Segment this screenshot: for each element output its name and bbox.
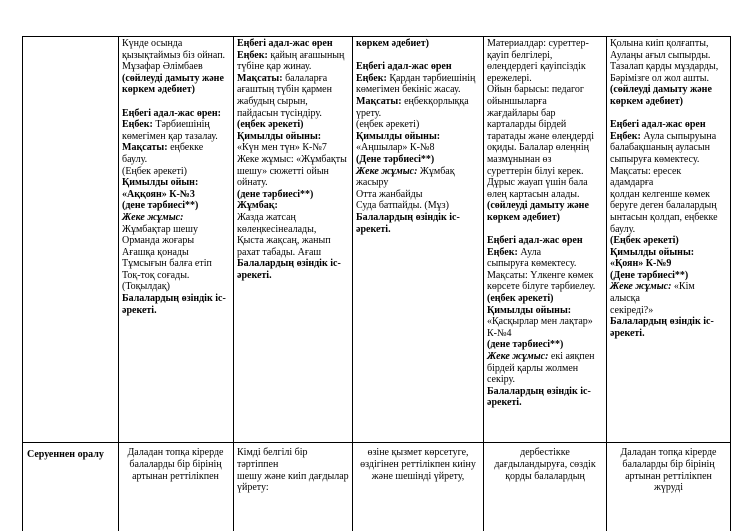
- text-line: [237, 73, 349, 85]
- walk-activity-cell-2: [234, 38, 352, 440]
- text-line: артынан реттілікпен жүруді: [625, 470, 712, 494]
- blank-line: [487, 224, 603, 236]
- text-line: Қимылды ойыны:: [610, 246, 695, 258]
- walk-activity-cell-3: [353, 38, 483, 440]
- text-line: Жұмбақтар шешу: [122, 223, 198, 235]
- text-line: [122, 119, 229, 131]
- text-line: баулу.: [122, 153, 148, 165]
- text-line: баулу.: [610, 223, 636, 235]
- text-line: Қимылды ойыны:: [487, 304, 572, 316]
- text-line: түбіне қар жинау.: [237, 61, 312, 73]
- text-line: балаларды бір бірінің: [129, 458, 222, 470]
- label-prefix: Еңбек:: [122, 119, 153, 131]
- text-line: Бәрімізге ол жол ашты.: [610, 72, 710, 84]
- text-line: көлеңкесінеалады,: [237, 223, 317, 235]
- text-line: Жазда жатсаң: [237, 211, 296, 223]
- text-line: әрекеті.: [610, 327, 645, 339]
- text-line: Тоқ-тоқ соғады.: [122, 269, 190, 281]
- text-line: карталарды бірдей: [487, 119, 567, 131]
- text-line: пайдасын түсіндіру.: [237, 107, 322, 119]
- text-line: Күнде осында: [122, 38, 183, 49]
- text-line: суреттерін білуі керек.: [487, 165, 584, 177]
- text-line: Отта жанбайды: [356, 188, 423, 200]
- label-text: балаларға: [282, 72, 328, 84]
- text-line: әрекеті.: [122, 304, 157, 316]
- text-line: [237, 50, 349, 62]
- text-line: қорды балалардың: [505, 470, 585, 482]
- text-line: көрсете білуге тәрбиелеу.: [487, 281, 596, 293]
- text-line: қызықтаймыз біз ойнап.: [122, 49, 226, 61]
- text-line: дербестікке: [520, 447, 570, 458]
- text-line: (сөйлеуді дамыту және: [610, 84, 712, 96]
- text-line: Жұмбақ:: [237, 200, 278, 212]
- text-line: Тазалап қарды мұздарды,: [610, 61, 719, 73]
- text-line: рахат табады. Ағаш: [237, 246, 322, 258]
- text-line: әрекеті.: [487, 397, 522, 409]
- label-text: Қардан тәрбиешінің: [386, 72, 476, 84]
- label-prefix: Еңбек:: [610, 130, 641, 142]
- row-divider: [23, 442, 731, 443]
- text-line: (еңбек әрекеті): [356, 119, 420, 131]
- label-prefix: Еңбек:: [356, 72, 387, 84]
- return-cell-1: [119, 447, 232, 531]
- text-line: мазмұнынан өз: [487, 153, 552, 165]
- text-line: өзіне қызмет көрсетуге,: [367, 447, 469, 458]
- label-text: Аула сыпыруына: [640, 130, 717, 142]
- text-line: көркем әдебиет): [487, 211, 560, 223]
- text-line: Аулаңы ағыл сыпырды.: [610, 49, 711, 61]
- text-line: Еңбегі адал-жас өрен: [610, 119, 706, 131]
- text-line: К-№4: [487, 327, 512, 339]
- schedule-table: [22, 36, 731, 531]
- text-line: Жеке жұмыс: «Жұмбақты: [237, 153, 347, 165]
- row-label-return-from-walk: Серуеннен оралу: [27, 449, 104, 460]
- return-cell-4: [484, 447, 606, 531]
- text-line: (Еңбек әрекеті): [610, 235, 679, 247]
- label-text: екі аяқпен: [548, 351, 595, 363]
- text-line: ережелері.: [487, 72, 532, 84]
- label-text: еңбекке: [167, 142, 204, 154]
- label-text: қайың ағашының: [267, 49, 345, 61]
- text-line: Балалардың өзіндік іс-: [237, 258, 341, 270]
- text-line: бірдей қарлы жолмен: [487, 362, 579, 374]
- text-line: шешу» сюжетті ойын: [237, 165, 329, 177]
- text-line: [356, 73, 480, 85]
- text-line: Дұрыс жауап үшін бала: [487, 177, 588, 189]
- text-line: өлеңдердегі қауіпсіздік: [487, 61, 586, 73]
- text-line: ағаштың түбін қармен: [237, 84, 332, 96]
- text-line: ойнату.: [237, 177, 268, 189]
- text-line: Қыста жақсаң, жанып: [237, 235, 331, 247]
- text-line: [487, 247, 603, 259]
- text-line: (Еңбек әрекеті): [122, 165, 187, 177]
- label-text: еңбекқорлыққа: [401, 95, 469, 107]
- blank-line: [610, 108, 727, 120]
- text-line: [356, 96, 480, 108]
- text-line: артынан реттілікпен: [132, 470, 219, 482]
- text-line: Мұзафар Әлімбаев: [122, 61, 203, 73]
- text-line: [356, 166, 480, 178]
- text-line: Еңбегі адал-жас өрен: [487, 235, 583, 247]
- text-line: Еңбегі адал-жас өрен: [356, 61, 452, 73]
- text-line: Балалардың өзіндік іс-: [487, 385, 591, 397]
- text-line: әрекеті.: [356, 223, 391, 235]
- text-line: [122, 142, 229, 154]
- text-line: [610, 131, 727, 143]
- label-text: Тәрбиешінің: [152, 119, 210, 131]
- column-divider: [730, 37, 731, 531]
- text-line: өздігінен реттілікпен киіну: [360, 458, 476, 470]
- text-line: дағдыландыруға, сөздік: [494, 458, 596, 470]
- text-line: көркем әдебиет): [356, 38, 429, 49]
- label-prefix: Жеке жұмыс:: [610, 281, 672, 293]
- text-line: Еңбегі адал-жас өрен: [237, 38, 333, 49]
- label-text: Жұмбақ: [417, 165, 455, 177]
- text-line: Жеке жұмыс:: [122, 211, 184, 223]
- text-line: Даладан топқа кірерде: [127, 447, 224, 458]
- label-prefix: Мақсаты:: [122, 142, 168, 154]
- blank-line: [356, 50, 480, 62]
- text-line: көркем әдебиет): [122, 84, 195, 96]
- text-line: Ағашқа қонады: [122, 246, 189, 258]
- text-line: таратады және өлеңдерді: [487, 130, 595, 142]
- text-line: Тұмсығын балға етіп: [122, 258, 212, 270]
- text-line: ойыншыларға: [487, 95, 547, 107]
- text-line: балаларды бір бірінің: [622, 458, 715, 470]
- text-line: секіру.: [487, 374, 516, 386]
- text-line: балабақшаның ауласын: [610, 142, 710, 154]
- text-line: Мақсаты: ересек адамдарға: [610, 165, 682, 189]
- text-line: «Қасқырлар мен лақтар»: [487, 316, 593, 328]
- text-line: Балалардың өзіндік іс-: [122, 293, 226, 305]
- text-line: Материалдар: суреттер-: [487, 38, 589, 49]
- text-line: жасыру: [356, 177, 389, 189]
- text-line: сыпыруға көмектесу.: [487, 258, 577, 270]
- text-line: «Аңшылар» К-№8: [356, 142, 435, 154]
- text-line: Балалардың өзіндік іс-: [610, 316, 714, 328]
- text-line: өлең картасын алады.: [487, 188, 580, 200]
- text-line: көмегімен қар тазалау.: [122, 130, 218, 142]
- walk-activity-cell-5: [607, 38, 730, 440]
- text-line: Даладан топқа кірерде: [620, 447, 717, 458]
- text-line: жағдайлары бар: [487, 107, 556, 119]
- label-prefix: Мақсаты:: [237, 72, 283, 84]
- text-line: (еңбек әрекеті): [487, 293, 554, 305]
- text-line: Еңбегі адал-жас өрен:: [122, 107, 221, 119]
- text-line: ынтасын қолдап, еңбекке: [610, 211, 718, 223]
- text-line: сыпыруға көмектесу.: [610, 153, 700, 165]
- text-line: (сөйлеуді дамыту және: [487, 200, 589, 212]
- text-line: шешу және киіп дағдылар: [237, 470, 349, 482]
- text-line: қолдан келгенше көмек: [610, 188, 711, 200]
- text-line: Орманда жоғары: [122, 235, 195, 247]
- text-line: «Күн мен түн» К-№7: [237, 142, 327, 154]
- text-line: «Аққоян» К-№3: [122, 188, 195, 200]
- text-line: (дене тәрбиесі**): [487, 339, 564, 351]
- text-line: Қимылды ойыны:: [237, 130, 322, 142]
- return-cell-3: [353, 447, 483, 531]
- text-line: Қолына киіп қолғапты,: [610, 38, 709, 49]
- text-line: Ойын барысы: педагог: [487, 84, 584, 96]
- label-prefix: Мақсаты:: [356, 95, 402, 107]
- text-line: секіреді?»: [610, 304, 654, 316]
- text-line: беруге деген балалардың: [610, 200, 717, 212]
- text-line: Суда батпайды. (Мұз): [356, 200, 449, 212]
- text-line: жабудың сырын,: [237, 95, 308, 107]
- text-line: Қимылды ойын:: [122, 177, 199, 189]
- text-line: (еңбек әрекеті): [237, 119, 304, 131]
- return-cell-2: [234, 447, 352, 531]
- text-line: және шешінді үйрету,: [371, 470, 465, 482]
- text-line: (Дене тәрбиесі**): [610, 269, 689, 281]
- label-prefix: Еңбек:: [487, 246, 518, 258]
- text-line: (Дене тәрбиесі**): [356, 153, 435, 165]
- text-line: қауіп белгілері,: [487, 49, 553, 61]
- walk-activity-cell-1: [119, 38, 232, 440]
- return-cell-5: [607, 447, 730, 531]
- text-line: [487, 351, 603, 363]
- text-line: (дене тәрбиесі**): [122, 200, 199, 212]
- text-line: әрекеті.: [237, 269, 272, 281]
- text-line: Кімді белгілі бір тәртіппен: [237, 447, 308, 470]
- text-line: Қимылды ойыны:: [356, 130, 441, 142]
- text-line: үрету.: [356, 107, 382, 119]
- text-line: Мақсаты: Үлкенге көмек: [487, 269, 594, 281]
- text-line: [610, 281, 727, 304]
- label-text: Аула: [517, 246, 542, 258]
- text-line: оқиды. Балалар өлеңнің: [487, 142, 589, 154]
- text-line: көркем әдебиет): [610, 95, 683, 107]
- label-text: «Кім алысқа: [610, 281, 695, 305]
- text-line: көмегімен бекініс жасау.: [356, 84, 461, 96]
- label-prefix: Еңбек:: [237, 49, 268, 61]
- text-line: үйрету:: [237, 482, 269, 494]
- walk-activity-cell-4: [484, 38, 606, 440]
- text-line: (Тоқылдақ): [122, 281, 170, 293]
- text-line: «Қоян» К-№9: [610, 258, 672, 270]
- label-prefix: Жеке жұмыс:: [487, 351, 549, 363]
- blank-line: [122, 96, 229, 108]
- text-line: Балалардың өзіндік іс-: [356, 211, 460, 223]
- text-line: (сөйлеуді дамыту және: [122, 72, 224, 84]
- text-line: (дене тәрбиесі**): [237, 188, 314, 200]
- label-prefix: Жеке жұмыс:: [356, 165, 418, 177]
